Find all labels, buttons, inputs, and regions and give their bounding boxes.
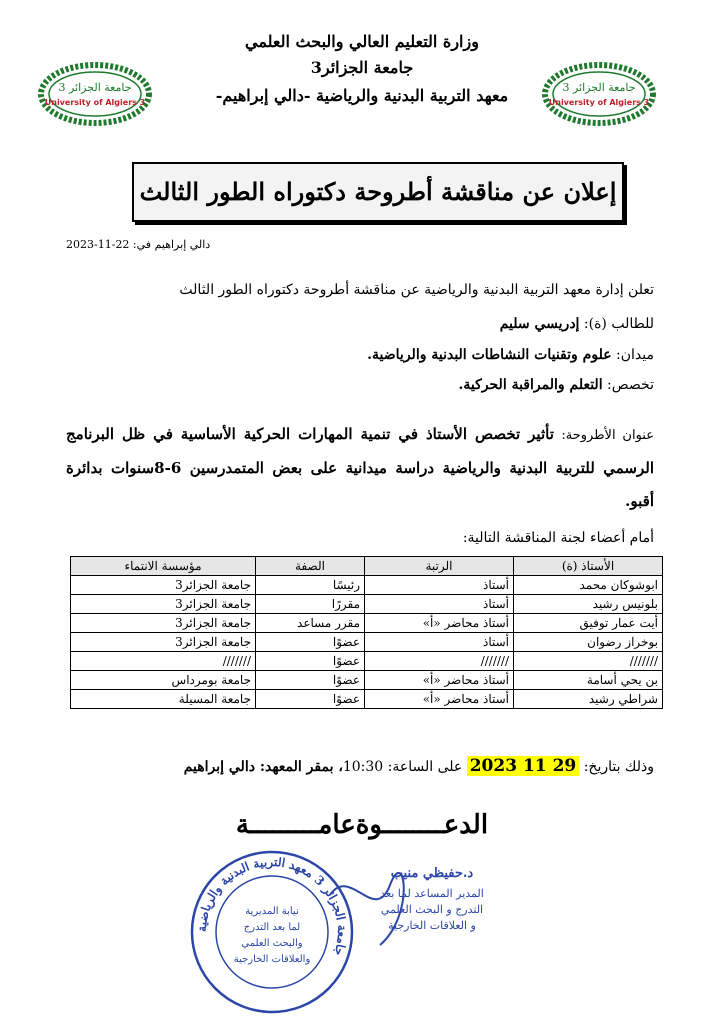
svg-text:University of Algiers 3: University of Algiers 3 (44, 98, 146, 107)
cell-role: مقرر مساعد (256, 614, 365, 633)
cell-institution: جامعة المسيلة (71, 690, 256, 709)
cell-institution: جامعة الجزائر3 (71, 595, 256, 614)
time-label: على الساعة: (387, 759, 463, 775)
university-name: جامعة الجزائر3 (310, 58, 414, 77)
cell-institution: جامعة الجزائر3 (71, 614, 256, 633)
stamp-line-4: والعلاقات الخارجية (233, 954, 311, 965)
thesis-title-block (66, 418, 654, 518)
header-rank: الرتبة (365, 557, 514, 576)
specialty-label: تخصص: (607, 377, 654, 393)
defense-place: ، بمقر المعهد: دالي إبراهيم (183, 759, 343, 775)
cell-professor-name: بوخراز رضوان (514, 633, 663, 652)
svg-text:جامعة الجزائر 3: جامعة الجزائر 3 (58, 81, 132, 94)
jury-table (70, 556, 663, 709)
cell-role: عضوًا (256, 652, 365, 671)
cell-professor-name: شراطي رشيد (514, 690, 663, 709)
committee-intro: أمام أعضاء لجنة المناقشة التالية: (462, 530, 654, 546)
table-row (71, 690, 663, 709)
cell-rank: أستاذ محاضر «أ» (365, 614, 514, 633)
cell-role: رئيسًا (256, 576, 365, 595)
svg-text:University of Algiers 3: University of Algiers 3 (548, 98, 650, 107)
stamp-line-2: لما بعد التدرج (243, 922, 301, 933)
cell-professor-name: ابوشوكان محمد (514, 576, 663, 595)
table-row (71, 576, 663, 595)
stamp-line-1: نيابة المديرية (245, 906, 299, 917)
specialty-line (459, 377, 654, 393)
thesis-title: تأثير تخصص الأستاذ في تنمية المهارات الحركية الأساسية في ظل البرنامج الرسمي للتربية البدنية والرياضية دراسة ميدانية على بعض المتمدرسين 6-8سنوات بدائرة أقبو. (66, 425, 654, 510)
table-row (71, 614, 663, 633)
defense-time: 10:30 (342, 759, 384, 775)
table-row (71, 633, 663, 652)
field-label: ميدان: (616, 347, 654, 363)
table-row (71, 595, 663, 614)
schedule-line (184, 756, 654, 776)
cell-role: عضوًا (256, 633, 365, 652)
field-line (367, 347, 654, 363)
stamp-ring-text: جامعة الجزائر 3 معهد التربية البدنية والرياضية (194, 854, 350, 958)
table-row (71, 652, 663, 671)
issue-date: دالي إبراهيم في: 22-11-2023 (66, 238, 211, 251)
field-value: علوم وتقنيات النشاطات البدنية والرياضية. (367, 347, 612, 363)
institute-name: معهد التربية البدنية والرياضية -دالي إبراهيم- (215, 86, 509, 105)
cell-professor-name: بلونيس رشيد (514, 595, 663, 614)
announcement-banner (132, 162, 624, 222)
schedule-prefix: وذلك بتاريخ: (583, 759, 654, 775)
cell-institution: /////// (71, 652, 256, 671)
director-signature (320, 855, 488, 965)
cell-professor-name: /////// (514, 652, 663, 671)
cell-role: عضوًا (256, 690, 365, 709)
thesis-label: عنوان الأطروحة: (561, 428, 654, 443)
ministry-name: وزارة التعليم العالي والبحث العلمي (245, 32, 479, 51)
cell-professor-name: بن يحي أسامة (514, 671, 663, 690)
specialty-value: التعلم والمراقبة الحركية. (458, 377, 603, 393)
signer-name: د.حفيظي منيب (390, 866, 474, 881)
table-row (71, 671, 663, 690)
cell-rank: أستاذ محاضر «أ» (365, 690, 514, 709)
cell-rank: /////// (365, 652, 514, 671)
signer-title-1: المدير المساعد لما بعد (380, 887, 484, 900)
public-invitation: الدعــــــــوةعامـــــــــة (235, 810, 489, 840)
header-role: الصفة (256, 557, 365, 576)
student-line (500, 316, 654, 332)
intro-text: تعلن إدارة معهد التربية البدنية والرياضية عن مناقشة أطروحة دكتوراه الطور الثالث (179, 282, 654, 298)
table-header-row (71, 557, 663, 576)
stamp-line-3: والبحث العلمي (241, 938, 303, 949)
student-label: للطالب (ة): (583, 316, 654, 332)
cell-role: عضوًا (256, 671, 365, 690)
signer-title-2: التدرج و البحث العلمي (380, 903, 484, 916)
cell-rank: أستاذ محاضر «أ» (365, 671, 514, 690)
signer-title-3: و العلاقات الخارجية (388, 919, 476, 932)
student-name: إدريسي سليم (499, 316, 580, 332)
cell-institution: جامعة الجزائر3 (71, 576, 256, 595)
cell-institution: جامعة الجزائر3 (71, 633, 256, 652)
cell-role: مقررًا (256, 595, 365, 614)
cell-rank: أستاذ (365, 576, 514, 595)
header-institution: مؤسسة الانتماء (71, 557, 256, 576)
announcement-title: إعلان عن مناقشة أطروحة دكتوراه الطور الثالث (139, 177, 617, 206)
header-professor: الأستاذ (ة) (514, 557, 663, 576)
cell-rank: أستاذ (365, 595, 514, 614)
cell-institution: جامعة بومرداس (71, 671, 256, 690)
svg-text:جامعة الجزائر 3: جامعة الجزائر 3 (562, 81, 636, 94)
defense-date: 29 11 2023 (467, 756, 580, 776)
cell-professor-name: أيت عمار توفيق (514, 614, 663, 633)
cell-rank: أستاذ (365, 633, 514, 652)
